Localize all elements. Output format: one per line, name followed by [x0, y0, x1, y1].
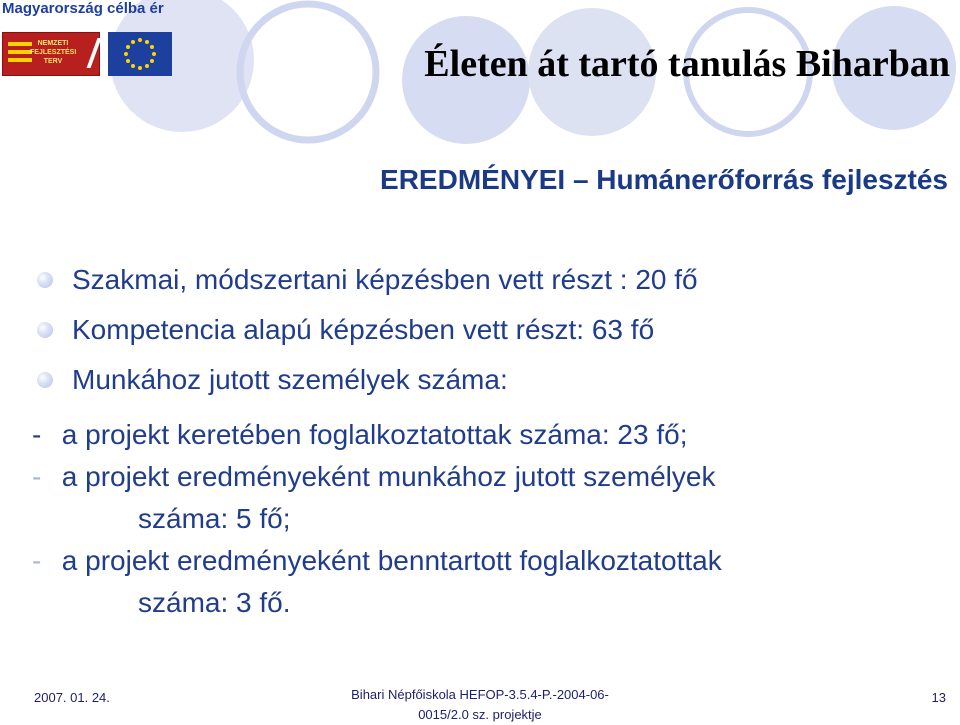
result-line-continuation: száma: 5 fő;: [138, 503, 291, 534]
footer-project-line: Bihari Népfőiskola HEFOP-3.5.4-P.-2004-06-: [351, 687, 609, 702]
bullet-list: [34, 263, 934, 413]
footer-project: [330, 685, 630, 725]
result-line: [32, 456, 952, 540]
logo-stripe: [8, 50, 32, 54]
result-line-text: a projekt keretében foglalkoztatottak száma: 23 fő;: [61, 419, 688, 450]
list-item: [34, 263, 934, 313]
dash-marker: -: [32, 461, 42, 492]
result-line: [32, 414, 952, 456]
nft-logo-text: NEMZETI FEJLESZTÉSI TERV: [30, 40, 77, 65]
bullet-icon: [37, 272, 53, 288]
logo-stripe: [8, 42, 32, 46]
result-lines: [32, 414, 952, 624]
dash-marker: -: [32, 545, 42, 576]
logo-stripe: [8, 58, 32, 62]
footer-project-line: 0015/2.0 sz. projektje: [418, 707, 542, 722]
brand-text: Magyarország célba ér: [2, 0, 164, 17]
result-line-text: a projekt eredményeként benntartott foglalkoztatottak: [61, 545, 722, 576]
list-item-text: Munkához jutott személyek száma:: [72, 364, 508, 395]
dash-marker: -: [32, 419, 42, 450]
result-line-continuation: száma: 3 fő.: [138, 587, 291, 618]
page-subtitle: EREDMÉNYEI – Humánerőforrás fejlesztés: [380, 164, 948, 195]
list-item: [34, 363, 934, 413]
list-item-text: Szakmai, módszertani képzésben vett részt : 20 fő: [72, 264, 698, 295]
list-item-text: Kompetencia alapú képzésben vett részt: 63 fő: [72, 314, 655, 345]
nft-logo: [2, 32, 100, 76]
result-line-text: a projekt eredményeként munkához jutott személyek: [61, 461, 716, 492]
result-line: [32, 540, 952, 624]
footer-date: 2007. 01. 24.: [34, 690, 110, 705]
bullet-icon: [37, 322, 53, 338]
bullet-icon: [37, 372, 53, 388]
page-number: 13: [931, 690, 946, 705]
page-title: Életen át tartó tanulás Biharban: [424, 43, 950, 85]
eu-flag-icon: [108, 32, 172, 76]
list-item: [34, 313, 934, 363]
